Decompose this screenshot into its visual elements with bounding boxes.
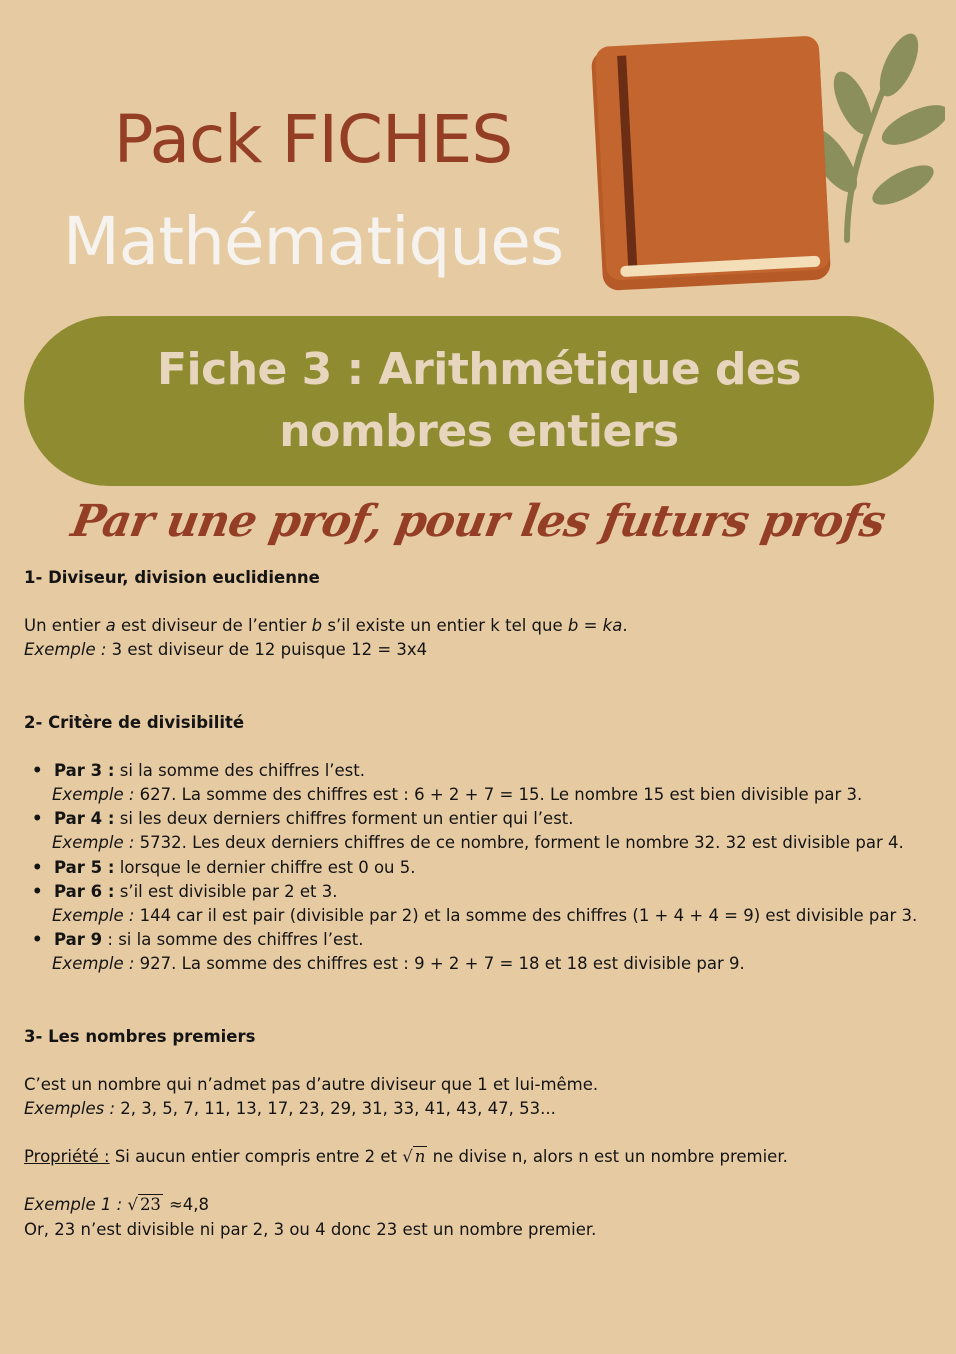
title-mathematiques: Mathématiques [62,203,564,280]
criterion-example [52,904,934,928]
example-text: 2, 3, 5, 7, 11, 13, 17, 23, 29, 31, 33, 41, 43, 47, 53... [115,1099,556,1119]
text: est diviseur de l’entier [115,616,312,636]
approx-symbol: ≈ [168,1195,183,1215]
prime-examples [24,1097,934,1121]
book-illustration [585,15,945,295]
criterion-label: Par 6 : [54,881,115,901]
var-b: b [311,616,323,636]
tagline: Par une prof, pour les futurs profs [67,496,889,547]
criterion-text: lorsque le dernier chiffre est 0 ou 5. [114,857,416,877]
divisor-definition [24,614,934,638]
title-pack-fiches: Pack FICHES [113,101,513,178]
criterion-text: si la somme des chiffres l’est. [114,760,365,780]
radicand: 23 [139,1195,161,1215]
example-label: Exemple : [52,954,135,974]
sqrt-n: √ n [402,1147,426,1167]
example-label: Exemple : [52,833,135,853]
prime-example-1 [24,1193,934,1217]
sqrt-23: √ 23 [127,1195,161,1215]
list-item [54,928,934,976]
example-text: 927. La somme des chiffres est : 9 + 2 + 7 = 18 et 18 est divisible par 9. [134,954,745,974]
list-item [54,856,934,880]
example-text: 144 car il est pair (divisible par 2) et la somme des chiffres (1 + 4 + 4 = 9) est divisible par 3. [134,906,918,926]
criterion-example [52,783,934,807]
radicand: n [414,1147,426,1167]
text: ne divise n, alors n est un nombre premier. [427,1147,788,1167]
fiche-title: Fiche 3 : Arithmétique des nombres entiers [156,344,802,457]
criterion-label: Par 4 : [54,809,115,829]
example-text: 627. La somme des chiffres est : 6 + 2 + 7 = 15. Le nombre 15 est bien divisible par 3. [134,785,863,805]
example-label: Exemple 1 : [24,1195,123,1215]
divisibility-criteria-list [24,759,934,977]
text: s’il existe un entier k tel que [322,616,568,636]
example-label: Exemple : [52,785,135,805]
example-label: Exemple : [52,906,135,926]
document-body [24,566,934,1242]
fiche-title-banner [24,316,934,486]
example-text: 3 est diviseur de 12 puisque 12 = 3x4 [106,640,428,660]
criterion-label: Par 5 : [54,857,115,877]
text: . [622,616,628,636]
section-heading-2: 2- Critère de divisibilité [24,712,245,732]
example-text: 5732. Les deux derniers chiffres de ce nombre, forment le nombre 32. 32 est divisible par 4. [134,833,904,853]
text: Si aucun entier compris entre 2 et [109,1147,403,1167]
criterion-example [52,831,934,855]
prime-property [24,1145,934,1169]
list-item [54,807,934,855]
criterion-example [52,952,934,976]
property-label: Propriété : [24,1147,110,1167]
list-item [54,759,934,807]
criterion-label: Par 9 [54,930,103,950]
list-item [54,880,934,928]
approx-value: 4,8 [182,1195,210,1215]
book-icon [585,15,945,295]
criterion-text: s’il est divisible par 2 et 3. [114,881,338,901]
var-a: a [105,616,116,636]
prime-definition: C’est un nombre qui n’admet pas d’autre diviseur que 1 et lui-même. [24,1074,599,1094]
criterion-text: : si la somme des chiffres l’est. [102,930,364,950]
text: Un entier [24,616,106,636]
section-heading-1: 1- Diviseur, division euclidienne [24,568,320,587]
example-label: Exemple : [24,640,107,660]
section-heading-3: 3- Les nombres premiers [24,1026,256,1046]
prime-conclusion: Or, 23 n’est divisible ni par 2, 3 ou 4 donc 23 est un nombre premier. [24,1219,597,1239]
divisor-example [24,638,934,662]
equation: b = ka [567,616,623,636]
criterion-label: Par 3 : [54,760,115,780]
criterion-text: si les deux derniers chiffres forment un entier qui l’est. [114,809,574,829]
example-label: Exemples : [24,1099,116,1119]
